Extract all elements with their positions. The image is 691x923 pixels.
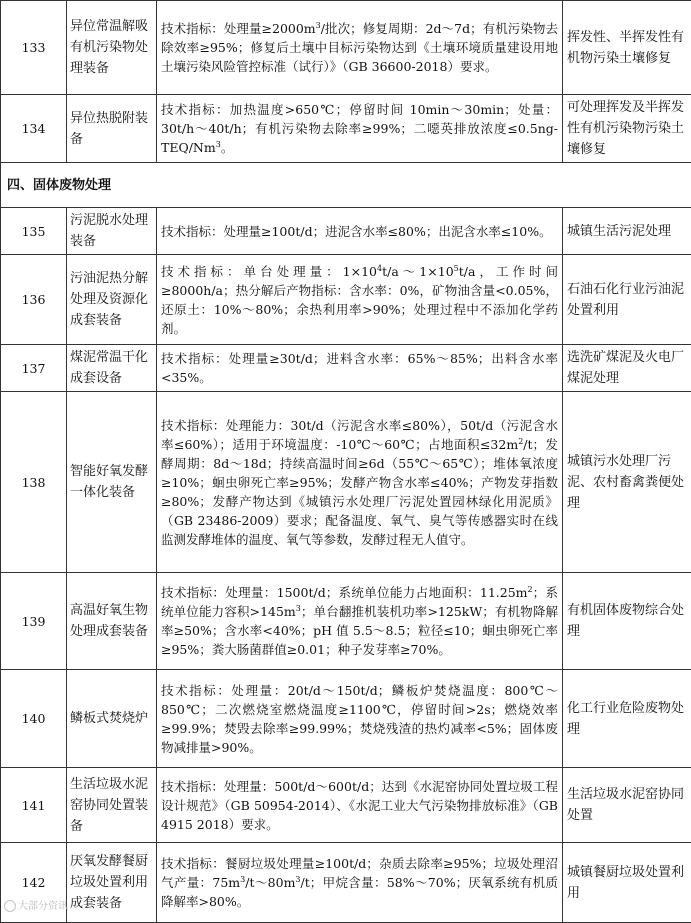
row-number: 138 [1, 392, 67, 573]
application-scope: 化工行业危险废物处理 [563, 670, 691, 768]
technical-specs: 技术指标：处理能力：30t/d（污泥含水率≤80%），50t/d（污泥含水率≤60%）；适用于环境温度：-10℃～60℃；占地面积$\le 32m^2/t$；发酵周期：8d～18d；持续高温时间≥6d（55℃～65℃）；堆体氧浓度≥10%；蛔虫卵死亡率≥95%；发酵产物含水率≤40%；产物发芽指数≥80%；发酵产物达到《城镇污水处理厂污泥处置园林绿化用泥质》（GB 23486-2009）要求；配备温度、氧气、臭气等传感器实时在线监测发酵堆体的温度、氧气等参数，发酵过程无人值守。 [157, 392, 563, 573]
table-row [1, 573, 691, 670]
row-number: 139 [1, 573, 67, 670]
table-row [1, 670, 691, 768]
row-number: 136 [1, 255, 67, 345]
section-title: 四、固体废物处理 [1, 163, 691, 208]
row-number: 137 [1, 345, 67, 392]
section-header-row [1, 163, 691, 208]
table-row [1, 208, 691, 255]
technical-specs: 技术指标：餐厨垃圾处理量≥100t/d；杂质去除率≥95%；垃圾处理沼气产量：$75m^3/t\sim 80m^3/t$；甲烷含量：58%～70%；厌氧系统有机质降解率>80%。 [157, 843, 563, 923]
watermark-logo-icon [4, 900, 16, 912]
application-scope: 石油石化行业污油泥处置利用 [563, 255, 691, 345]
row-number: 135 [1, 208, 67, 255]
equipment-name: 生活垃圾水泥窑协同处置装备 [67, 768, 157, 843]
table-row [1, 843, 691, 923]
application-scope: 生活垃圾水泥窑协同处置 [563, 768, 691, 843]
equipment-name: 高温好氧生物处理成套装备 [67, 573, 157, 670]
watermark-text: 大部分资讯 [18, 901, 68, 912]
application-scope: 选洗矿煤泥及火电厂煤泥处理 [563, 345, 691, 392]
row-number: 133 [1, 1, 67, 95]
table-row [1, 1, 691, 95]
application-scope: 可处理挥发及半挥发性有机污染物污染土壤修复 [563, 95, 691, 163]
equipment-name: 鳞板式焚烧炉 [67, 670, 157, 768]
application-scope: 城镇餐厨垃圾处置利用 [563, 843, 691, 923]
technical-specs: 技术指标：单台处理量：$1\times 10^4t/a\sim 1\times 10^5t/a$，工作时间≥8000h/a；热分解后产物指标：含水率：0%，矿物油含量<0.05%，还原土：10%～80%；余热利用率>90%；处理过程中不添加化学药剂。 [157, 255, 563, 345]
equipment-name: 煤泥常温干化成套设备 [67, 345, 157, 392]
table-row [1, 768, 691, 843]
technical-specs: 技术指标：处理量：1500t/d；系统单位能力占地面积：$11.25m^2$；系统单位能力容积$>145m^3$；单台翻推机装机功率>125kW；有机物降解率≥50%；含水率<40%；pH 值 5.5～8.5；粒径≤10；蛔虫卵死亡率≥95%；粪大肠菌群值≥0.01；种子发芽率≥70%。 [157, 573, 563, 670]
technical-specs: 技术指标：加热温度>650℃；停留时间 10min～30min；处量：30t/h～40t/h；有机污染物去除率≥99%；二噁英排放浓度$\le 0.5ng-TEQ/Nm^3$。 [157, 95, 563, 163]
row-number: 142 [1, 843, 67, 923]
technical-specs: 技术指标：处理量$\ge 2000m^3/$批次；修复周期：2d～7d；有机污染物去除效率≥95%；修复后土壤中目标污染物达到《土壤环境质量建设用地土壤污染风险管控标准（试行）》（GB 36600-2018）要求。 [157, 1, 563, 95]
table-row [1, 95, 691, 163]
equipment-name: 异位常温解吸有机污染物处理装备 [67, 1, 157, 95]
equipment-name: 异位热脱附装备 [67, 95, 157, 163]
technical-specs: 技术指标：处理量≥30t/d；进料含水率：65%～85%；出料含水率<35%。 [157, 345, 563, 392]
row-number: 140 [1, 670, 67, 768]
table-row [1, 392, 691, 573]
technical-specs: 技术指标：处理量：20t/d～150t/d；鳞板炉焚烧温度：800℃～850℃；二次燃烧室燃烧温度≥1100℃，停留时间>2s；燃烧效率≥99.9%；焚毁去除率≥99.99%；焚烧残渣的热灼减率<5%；固体废物减排量>90%。 [157, 670, 563, 768]
application-scope: 城镇生活污泥处理 [563, 208, 691, 255]
table-row [1, 345, 691, 392]
technical-specs: 技术指标：处理量：500t/d～600t/d；达到《水泥窑协同处置垃圾工程设计规范》（GB 50954-2014）、《水泥工业大气污染物排放标准》（GB 4915 2018）要求。 [157, 768, 563, 843]
equipment-name: 污泥脱水处理装备 [67, 208, 157, 255]
row-number: 134 [1, 95, 67, 163]
application-scope: 城镇污水处理厂污泥、农村畜禽粪便处理 [563, 392, 691, 573]
technical-specs: 技术指标：处理量≥100t/d；进泥含水率≤80%；出泥含水率≤10%。 [157, 208, 563, 255]
equipment-name: 智能好氧发酵一体化装备 [67, 392, 157, 573]
watermark [4, 897, 68, 912]
table-row [1, 255, 691, 345]
equipment-name: 厌氧发酵餐厨垃圾处置利用成套装备 [67, 843, 157, 923]
application-scope: 有机固体废物综合处理 [563, 573, 691, 670]
equipment-name: 污油泥热分解处理及资源化成套装备 [67, 255, 157, 345]
application-scope: 挥发性、半挥发性有机物污染土壤修复 [563, 1, 691, 95]
row-number: 141 [1, 768, 67, 843]
